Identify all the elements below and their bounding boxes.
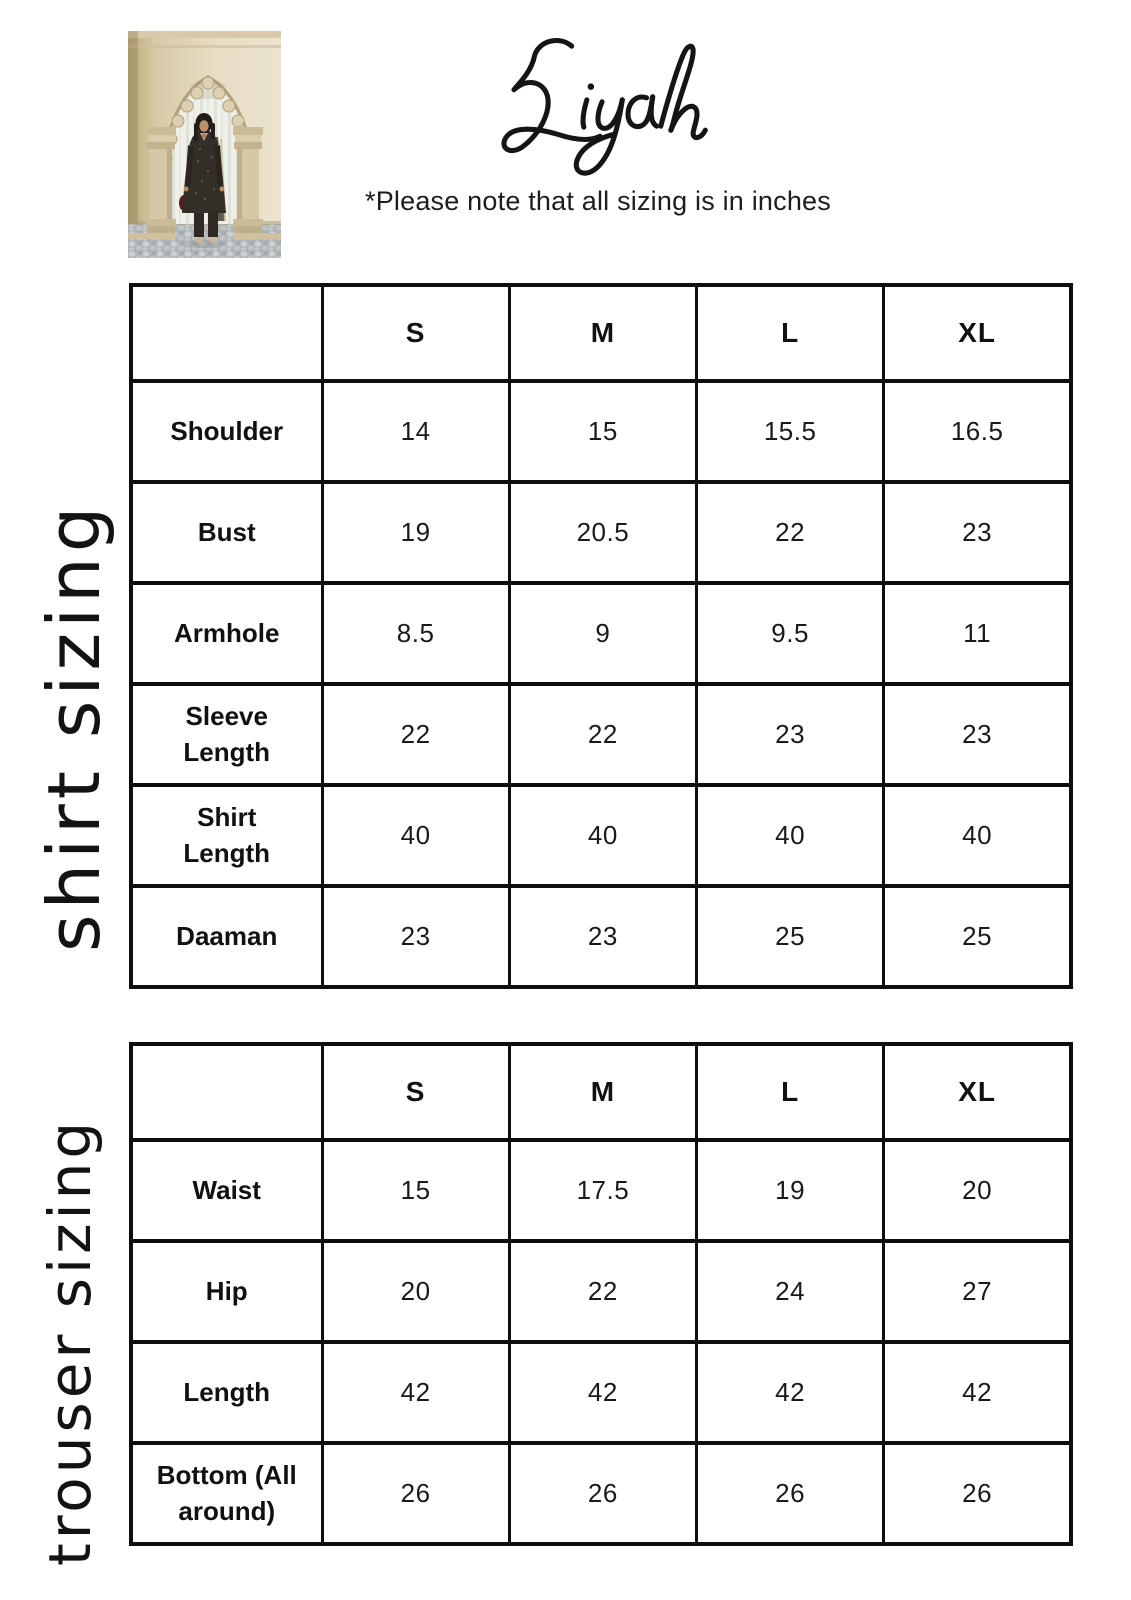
size-value: 20 (884, 1140, 1071, 1241)
size-value: 42 (509, 1342, 696, 1443)
size-value: 11 (884, 583, 1071, 684)
table-row (131, 684, 1071, 785)
size-value: 23 (884, 482, 1071, 583)
size-value: 42 (697, 1342, 884, 1443)
size-value: 25 (697, 886, 884, 987)
row-label-shirt-length: Shirt Length (131, 785, 322, 886)
size-value: 16.5 (884, 381, 1071, 482)
corner-cell (131, 1044, 322, 1140)
size-value: 42 (884, 1342, 1071, 1443)
brand-logo (478, 33, 722, 195)
size-value: 22 (509, 1241, 696, 1342)
row-label-armhole: Armhole (131, 583, 322, 684)
row-label-bust: Bust (131, 482, 322, 583)
table-row (131, 1241, 1071, 1342)
header-row (131, 285, 1071, 381)
size-value: 15 (509, 381, 696, 482)
row-label-daaman: Daaman (131, 886, 322, 987)
row-label-bottom: Bottom (All around) (131, 1443, 322, 1544)
size-value: 20.5 (509, 482, 696, 583)
size-value: 23 (884, 684, 1071, 785)
size-value: 40 (322, 785, 509, 886)
col-header-l: L (697, 285, 884, 381)
col-header-xl: XL (884, 1044, 1071, 1140)
table-row (131, 482, 1071, 583)
corner-cell (131, 285, 322, 381)
size-value: 40 (697, 785, 884, 886)
size-value: 17.5 (509, 1140, 696, 1241)
size-value: 22 (697, 482, 884, 583)
shirt-sizing-table (129, 283, 1073, 989)
size-value: 26 (322, 1443, 509, 1544)
size-value: 40 (884, 785, 1071, 886)
row-label-hip: Hip (131, 1241, 322, 1342)
archway-photo-illustration (128, 31, 281, 258)
table-row (131, 886, 1071, 987)
shirt-sizing-side-label: shirt sizing (32, 501, 116, 952)
header-row (131, 1044, 1071, 1140)
model-photo (128, 31, 281, 258)
table-row (131, 785, 1071, 886)
col-header-s: S (322, 1044, 509, 1140)
size-value: 9.5 (697, 583, 884, 684)
table-row (131, 1140, 1071, 1241)
col-header-l: L (697, 1044, 884, 1140)
size-value: 26 (884, 1443, 1071, 1544)
table-row (131, 1443, 1071, 1544)
trouser-sizing-side-label: trouser sizing (36, 1117, 104, 1566)
size-value: 20 (322, 1241, 509, 1342)
row-label-length: Length (131, 1342, 322, 1443)
size-value: 8.5 (322, 583, 509, 684)
col-header-m: M (509, 285, 696, 381)
size-value: 40 (509, 785, 696, 886)
size-value: 22 (322, 684, 509, 785)
size-value: 15 (322, 1140, 509, 1241)
row-label-waist: Waist (131, 1140, 322, 1241)
size-value: 19 (697, 1140, 884, 1241)
table-row (131, 1342, 1071, 1443)
col-header-xl: XL (884, 285, 1071, 381)
sizing-note: *Please note that all sizing is in inches (365, 186, 831, 216)
col-header-m: M (509, 1044, 696, 1140)
size-value: 26 (697, 1443, 884, 1544)
row-label-shoulder: Shoulder (131, 381, 322, 482)
size-value: 25 (884, 886, 1071, 987)
size-value: 26 (509, 1443, 696, 1544)
size-value: 23 (509, 886, 696, 987)
table-row (131, 583, 1071, 684)
size-value: 22 (509, 684, 696, 785)
size-value: 9 (509, 583, 696, 684)
trouser-sizing-table (129, 1042, 1073, 1546)
size-value: 23 (697, 684, 884, 785)
size-value: 27 (884, 1241, 1071, 1342)
table-row (131, 381, 1071, 482)
size-value: 15.5 (697, 381, 884, 482)
size-value: 42 (322, 1342, 509, 1443)
size-value: 24 (697, 1241, 884, 1342)
size-value: 19 (322, 482, 509, 583)
size-value: 14 (322, 381, 509, 482)
size-value: 23 (322, 886, 509, 987)
col-header-s: S (322, 285, 509, 381)
row-label-sleeve-length: Sleeve Length (131, 684, 322, 785)
brand-signature-icon (478, 33, 722, 195)
